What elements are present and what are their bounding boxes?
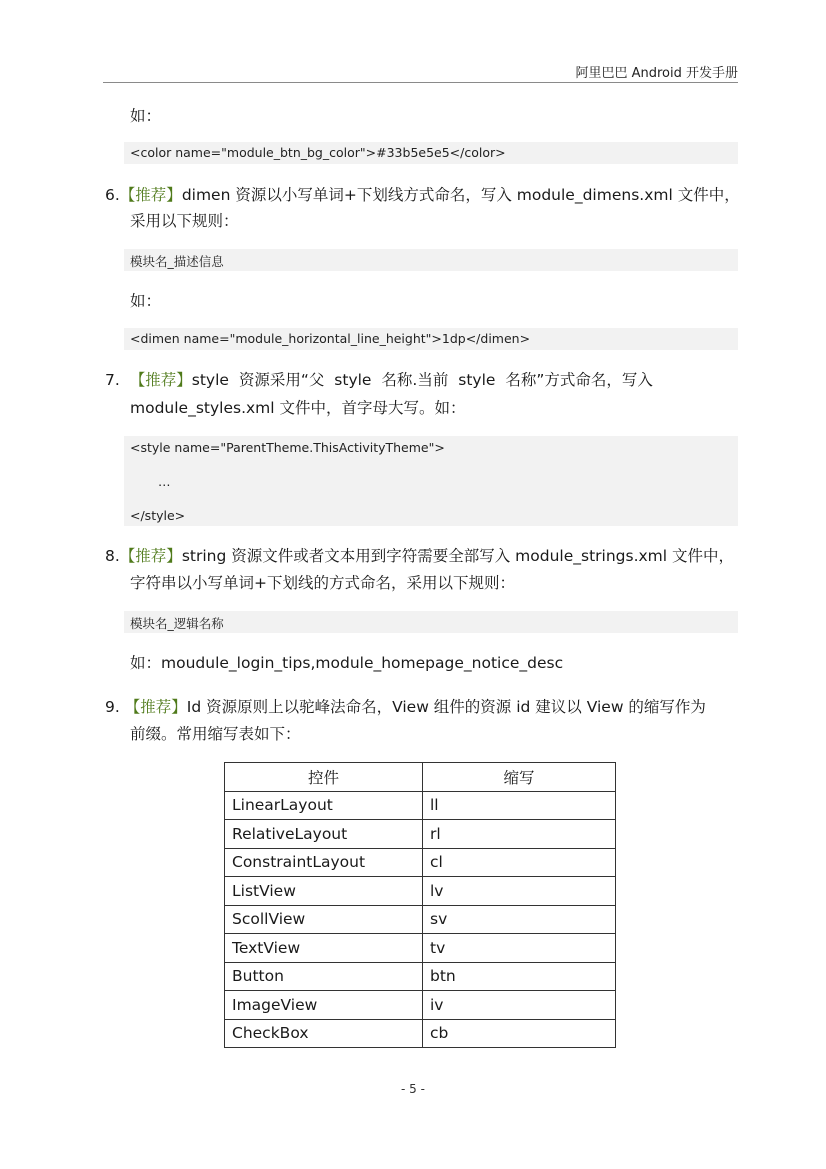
table-cell: RelativeLayout: [225, 820, 423, 849]
table-cell: tv: [423, 934, 616, 963]
code-line: </style>: [130, 508, 186, 523]
table-cell: cb: [423, 1019, 616, 1048]
code-line: 模块名_描述信息: [130, 254, 224, 269]
table-cell: sv: [423, 905, 616, 934]
code-line: <color name="module_btn_bg_color">#33b5e5e5</color>: [130, 145, 506, 160]
table-header-control: 控件: [225, 763, 423, 792]
recommend-tag: 【推荐】: [124, 698, 187, 716]
table-row: [225, 905, 616, 934]
header-divider: [103, 82, 738, 83]
item-number: 7.: [105, 371, 120, 389]
table-row: [225, 1019, 616, 1048]
example-label: 如：: [130, 107, 162, 125]
table-cell: TextView: [225, 934, 423, 963]
table-cell: LinearLayout: [225, 791, 423, 820]
table-row: [225, 962, 616, 991]
item-number: 6.: [105, 186, 120, 204]
code-line: 模块名_逻辑名称: [130, 616, 224, 631]
table-row: [225, 991, 616, 1020]
abbreviation-table: [224, 762, 616, 1048]
code-block-dimen-rule: [124, 249, 738, 271]
code-block-dimen: [124, 328, 738, 350]
item-8-line-1: [105, 546, 734, 566]
header-title: 阿里巴巴 Android 开发手册: [575, 66, 738, 81]
item-7-line-1: [105, 370, 653, 390]
item-8-line-2: 字符串以小写单词+下划线的方式命名，采用以下规则：: [130, 574, 515, 592]
table-cell: ScollView: [225, 905, 423, 934]
table-cell: ListView: [225, 877, 423, 906]
table-cell: Button: [225, 962, 423, 991]
code-block-style: [124, 436, 738, 526]
table-row: [225, 820, 616, 849]
code-block-string-rule: [124, 611, 738, 633]
table-header-row: [225, 763, 616, 792]
item-text: string 资源文件或者文本用到字符需要全部写入 module_strings.xml 文件中，: [181, 547, 735, 565]
table-cell: rl: [423, 820, 616, 849]
example-label: 如：: [130, 292, 162, 310]
table-row: [225, 848, 616, 877]
example-string: 如：moudule_login_tips,module_homepage_notice_desc: [130, 654, 564, 672]
code-line: …: [158, 474, 171, 489]
table-cell: iv: [423, 991, 616, 1020]
item-7-line-2: module_styles.xml 文件中，首字母大写。如：: [130, 399, 466, 417]
code-line: <style name="ParentTheme.ThisActivityTheme">: [130, 440, 445, 455]
table-row: [225, 791, 616, 820]
item-9-line-1: [105, 697, 706, 717]
table-cell: lv: [423, 877, 616, 906]
item-6-line-2: 采用以下规则：: [130, 212, 239, 230]
table-header-abbr: 缩写: [423, 763, 616, 792]
table-cell: ImageView: [225, 991, 423, 1020]
table-row: [225, 877, 616, 906]
item-9-line-2: 前缀。常用缩写表如下：: [130, 725, 301, 743]
recommend-tag: 【推荐】: [119, 547, 182, 565]
table-cell: ConstraintLayout: [225, 848, 423, 877]
table-cell: ll: [423, 791, 616, 820]
recommend-tag: 【推荐】: [119, 186, 182, 204]
item-text: Id 资源原则上以驼峰法命名，View 组件的资源 id 建议以 View 的缩写作为: [186, 698, 706, 716]
recommend-tag: 【推荐】: [129, 371, 192, 389]
item-text: dimen 资源以小写单词+下划线方式命名，写入 module_dimens.xml 文件中，: [181, 186, 740, 204]
code-line: <dimen name="module_horizontal_line_height">1dp</dimen>: [130, 331, 531, 346]
table-cell: CheckBox: [225, 1019, 423, 1048]
table-cell: btn: [423, 962, 616, 991]
code-block-color: [124, 142, 738, 164]
item-6-line-1: [105, 185, 740, 205]
item-number: 8.: [105, 547, 120, 565]
item-number: 9.: [105, 698, 120, 716]
table-row: [225, 934, 616, 963]
item-text: style 资源采用“父 style 名称.当前 style 名称”方式命名，写入: [191, 371, 653, 389]
table-cell: cl: [423, 848, 616, 877]
page-number: - 5 -: [401, 1082, 425, 1096]
